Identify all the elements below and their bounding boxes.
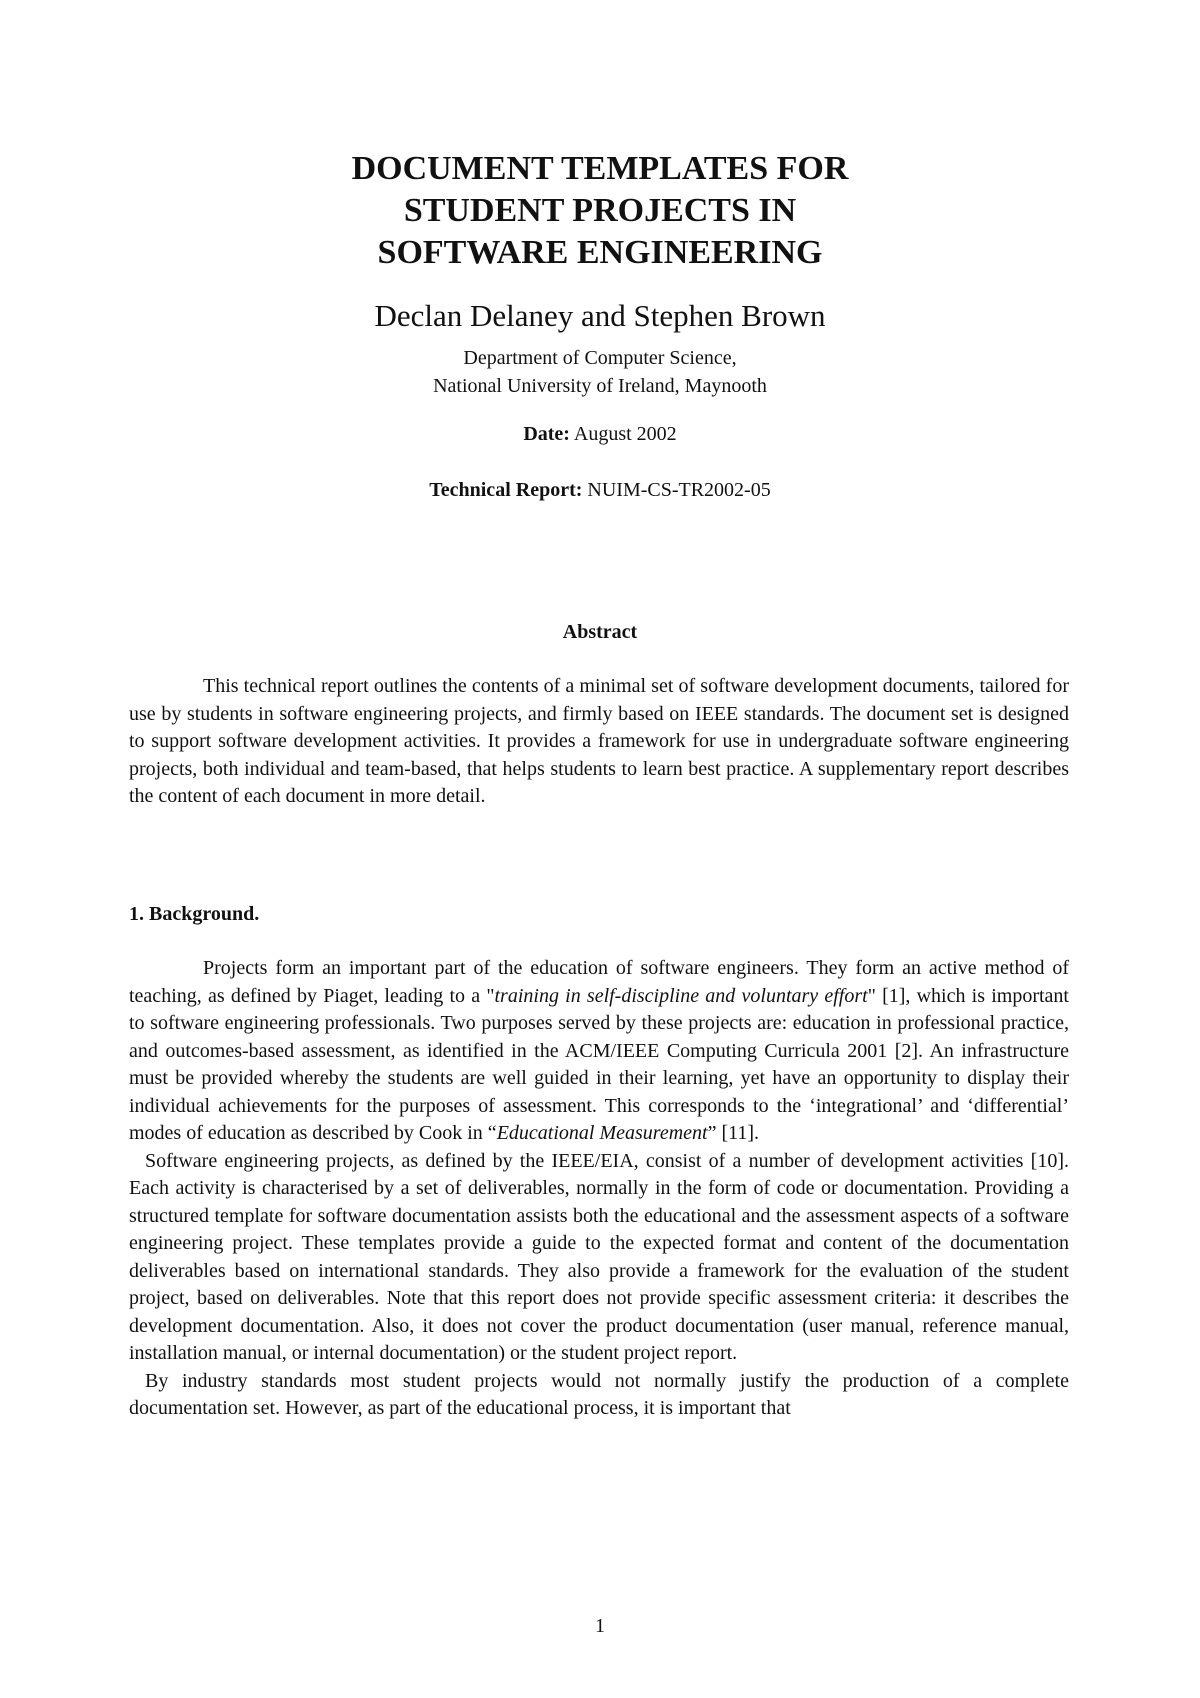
p1-text-a: Projects form an important part of the education of software engineers. They form an active method of teaching, as defined by Piaget, leading to a "	[129, 957, 1069, 1007]
date-line	[0, 420, 1200, 448]
page-number: 1	[595, 1615, 605, 1637]
date-value: August 2002	[573, 423, 677, 445]
section-heading-background: 1. Background.	[129, 903, 260, 925]
technical-report-value: NUIM-CS-TR2002-05	[587, 479, 771, 501]
paper-title	[0, 148, 1200, 274]
p1-quote-italic: training in self-discipline and voluntary effort	[494, 984, 868, 1007]
section-background-body	[129, 955, 1069, 1423]
affiliation-department: Department of Computer Science,	[463, 347, 737, 369]
p1-text-e: ” [11].	[707, 1122, 760, 1144]
authors: Declan Delaney and Stephen Brown	[374, 298, 826, 333]
affiliation-university: National University of Ireland, Maynooth	[433, 375, 767, 397]
abstract-heading: Abstract	[562, 621, 638, 643]
technical-report-line	[0, 476, 1200, 504]
affiliation	[0, 344, 1200, 400]
background-paragraph-1	[129, 955, 1069, 1148]
p1-book-title-italic: Educational Measurement	[496, 1122, 708, 1144]
technical-report-label: Technical Report:	[429, 479, 583, 501]
abstract-paragraph: This technical report outlines the contents of a minimal set of software development documents, tailored for use by students in software engineering projects, and firmly based on IEEE standards. The document set is designed to support software development activities. It provides a framework for use in undergraduate software engineering projects, both individual and team-based, that helps students to learn best practice. A supplementary report describes the content of each document in more detail.	[129, 675, 1069, 807]
date-label: Date:	[523, 423, 570, 445]
title-line-1: DOCUMENT TEMPLATES FOR	[351, 150, 849, 187]
p1-text-c: " [1], which is important to software engineering professionals. Two purposes served by these projects are: education in professional practice, and outcomes-based assessment, as identified in the ACM/IEEE Computing Curricula 2001 [2]. An infrastructure must be provided whereby the students are well guided in their learning, yet have an opportunity to display their individual achievements for the purposes of assessment. This corresponds to the ‘integrational’ and ‘differential’ modes of education as described by Cook in “	[129, 984, 1069, 1144]
title-line-2: STUDENT PROJECTS IN	[403, 192, 797, 229]
abstract-body	[129, 673, 1069, 811]
background-paragraph-3: By industry standards most student projects would not normally justify the production of a complete documentation set. However, as part of the educational process, it is important that	[129, 1369, 1069, 1419]
background-paragraph-2: Software engineering projects, as defined by the IEEE/EIA, consist of a number of development activities [10]. Each activity is characterised by a set of deliverables, normally in the form of code or documentation. Providing a structured template for software documentation assists both the educational and the assessment aspects of a software engineering project. These templates provide a guide to the expected format and content of the documentation deliverables based on international standards. They also provide a framework for the evaluation of the student project, based on deliverables. Note that this report does not provide specific assessment criteria: it describes the development documentation. Also, it does not cover the product documentation (user manual, reference manual, installation manual, or internal documentation) or the student project report.	[129, 1149, 1069, 1364]
title-line-3: SOFTWARE ENGINEERING	[377, 234, 823, 271]
